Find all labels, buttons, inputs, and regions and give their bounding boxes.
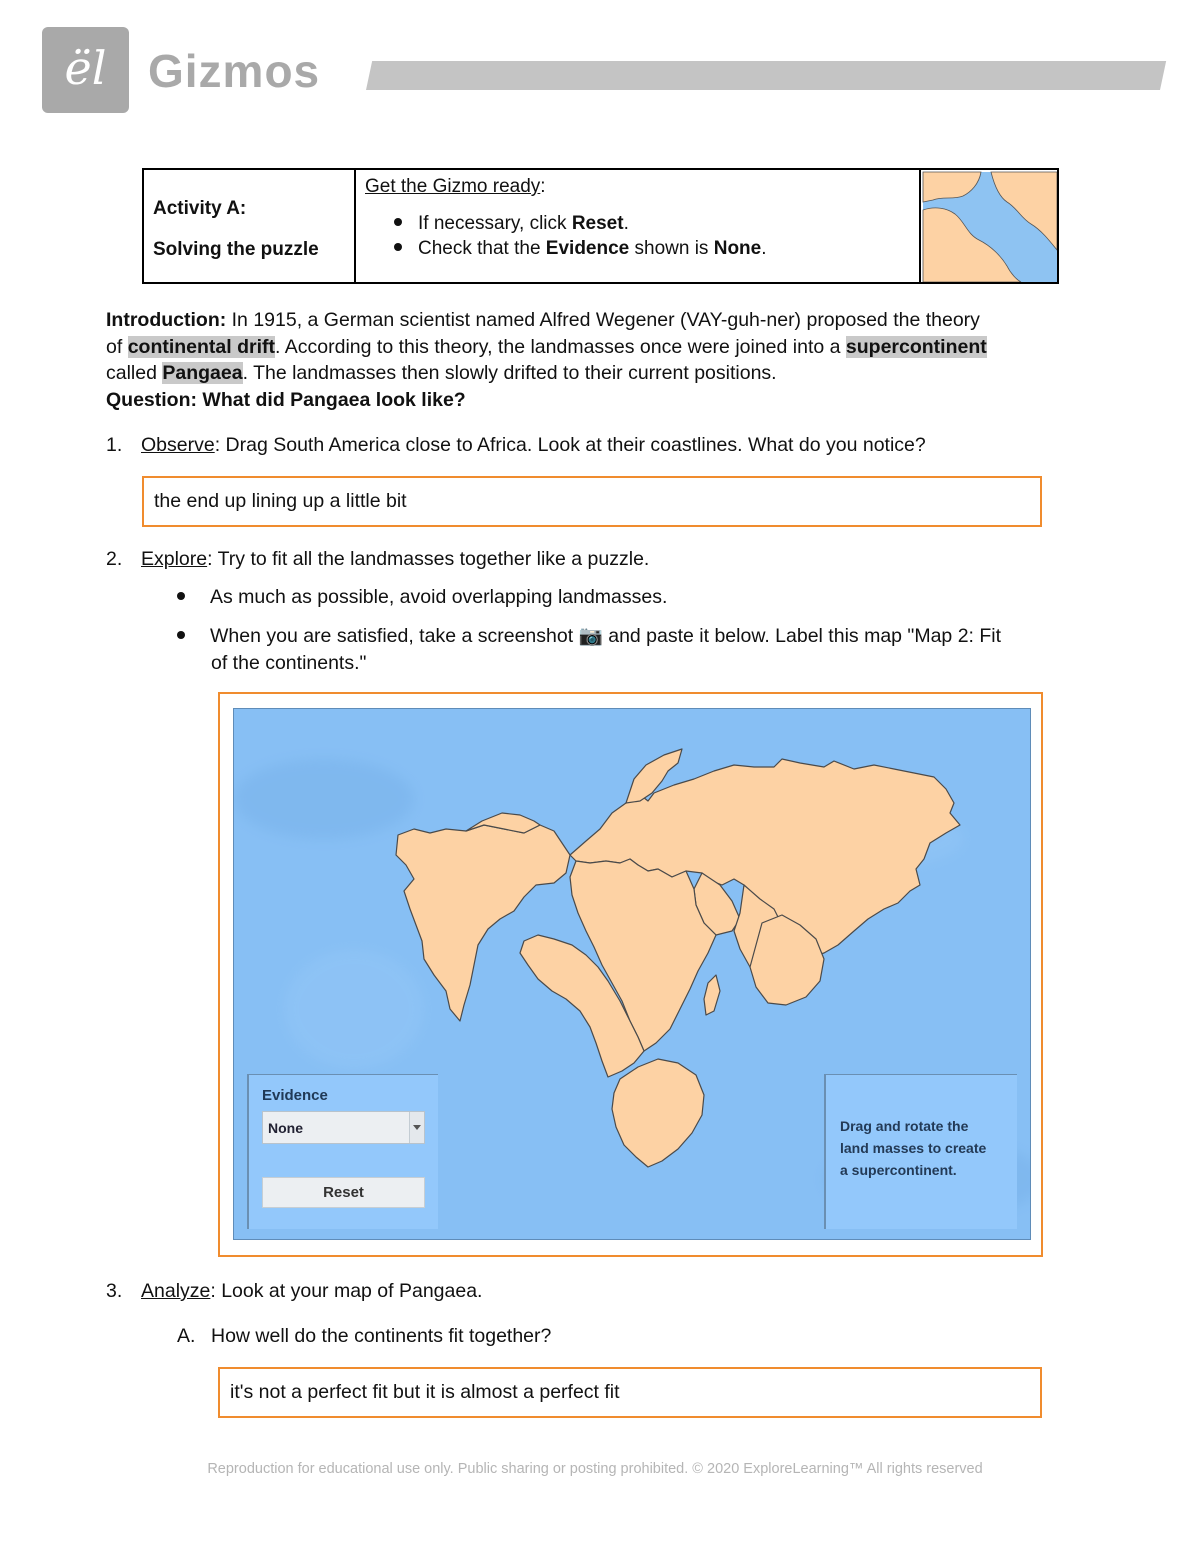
thumbnail-map [921,170,1057,282]
evidence-label: Evidence [262,1087,328,1104]
header-bar [366,61,1166,90]
q3-number: 3. [106,1280,123,1302]
madagascar-landmass[interactable] [704,975,720,1015]
gizmo-ready-heading: Get the Gizmo ready [365,176,541,197]
q1-prompt: Observe: Drag South America close to Africa. Look at their coastlines. What do you notice? [141,434,926,456]
q1-number: 1. [106,434,123,456]
activity-subtitle: Solving the puzzle [153,239,319,260]
footer-copyright: Reproduction for educational use only. Public sharing or posting prohibited. © 2020 ExploreLearning™ All rights reserved [207,1461,983,1477]
bullet-dot [394,243,402,251]
antarctica-landmass[interactable] [612,1059,704,1167]
q3a-letter: A. [177,1325,196,1347]
q3a-answer-box[interactable] [218,1367,1042,1418]
q2-bullet-screenshot: When you are satisfied, take a screenshot 📷 and paste it below. Label this map "Map 2: Fit of the continents." [177,623,1097,676]
north-america-landmass[interactable] [396,825,570,1021]
intro-label: Introduction: [106,309,227,331]
evidence-select[interactable] [262,1111,425,1144]
bullet-dot [394,218,402,226]
q2-bullet-overlap: As much as possible, avoid overlapping landmasses. [177,586,667,609]
q3-keyword: Analyze [141,1280,211,1302]
reset-button[interactable]: Reset [262,1177,425,1208]
hint-text: Drag and rotate the land masses to create a supercontinent. [840,1118,987,1178]
explorelearning-logo [42,27,129,113]
question: Question: What did Pangaea look like? [106,388,466,411]
term-pangaea: Pangaea [162,362,243,384]
q3-prompt: Analyze: Look at your map of Pangaea. [141,1280,483,1302]
q2-number: 2. [106,548,123,570]
dropdown-arrow-icon[interactable] [409,1112,424,1143]
introduction: Introduction: In 1915, a German scientist named Alfred Wegener (VAY-guh-ner) proposed the theory of continental drift. According to this theory, the landmasses once were joined into a supercontinent called Pangaea. The landmasses then slowly drifted to their current positions. Question: What did Pangaea look like? [106,309,987,411]
gizmo-map [233,708,1031,1240]
activity-label: Activity A: [153,198,247,219]
activity-title-cell [144,170,356,282]
bullet-dot [177,631,185,639]
hint-panel [824,1074,1017,1229]
q3a-answer: it's not a perfect fit but it is almost a perfect fit [230,1381,620,1403]
gizmo-ready-cell: Get the Gizmo ready: If necessary, click Reset. Check that the Evidence shown is None. [356,170,921,282]
logo-glyph: ël [64,41,107,95]
ready-bullet-reset: If necessary, click Reset. [394,213,629,235]
q2-keyword: Explore [141,548,208,570]
evidence-select-value: None [268,1120,303,1136]
term-supercontinent: supercontinent [845,335,987,358]
activity-thumbnail [921,170,1057,282]
q1-keyword: Observe [141,434,215,456]
q1-answer-box[interactable] [142,476,1042,527]
q3a-prompt: How well do the continents fit together? [211,1325,552,1347]
q1-answer: the end up lining up a little bit [154,490,407,512]
bullet-dot [177,592,185,600]
q2-prompt: Explore: Try to fit all the landmasses together like a puzzle. [141,548,650,570]
ready-bullet-evidence: Check that the Evidence shown is None. [394,238,767,260]
activity-table [142,168,1059,284]
gizmos-brand: Gizmos [148,45,321,97]
evidence-panel [247,1074,438,1229]
term-continental-drift: continental drift [127,335,276,358]
